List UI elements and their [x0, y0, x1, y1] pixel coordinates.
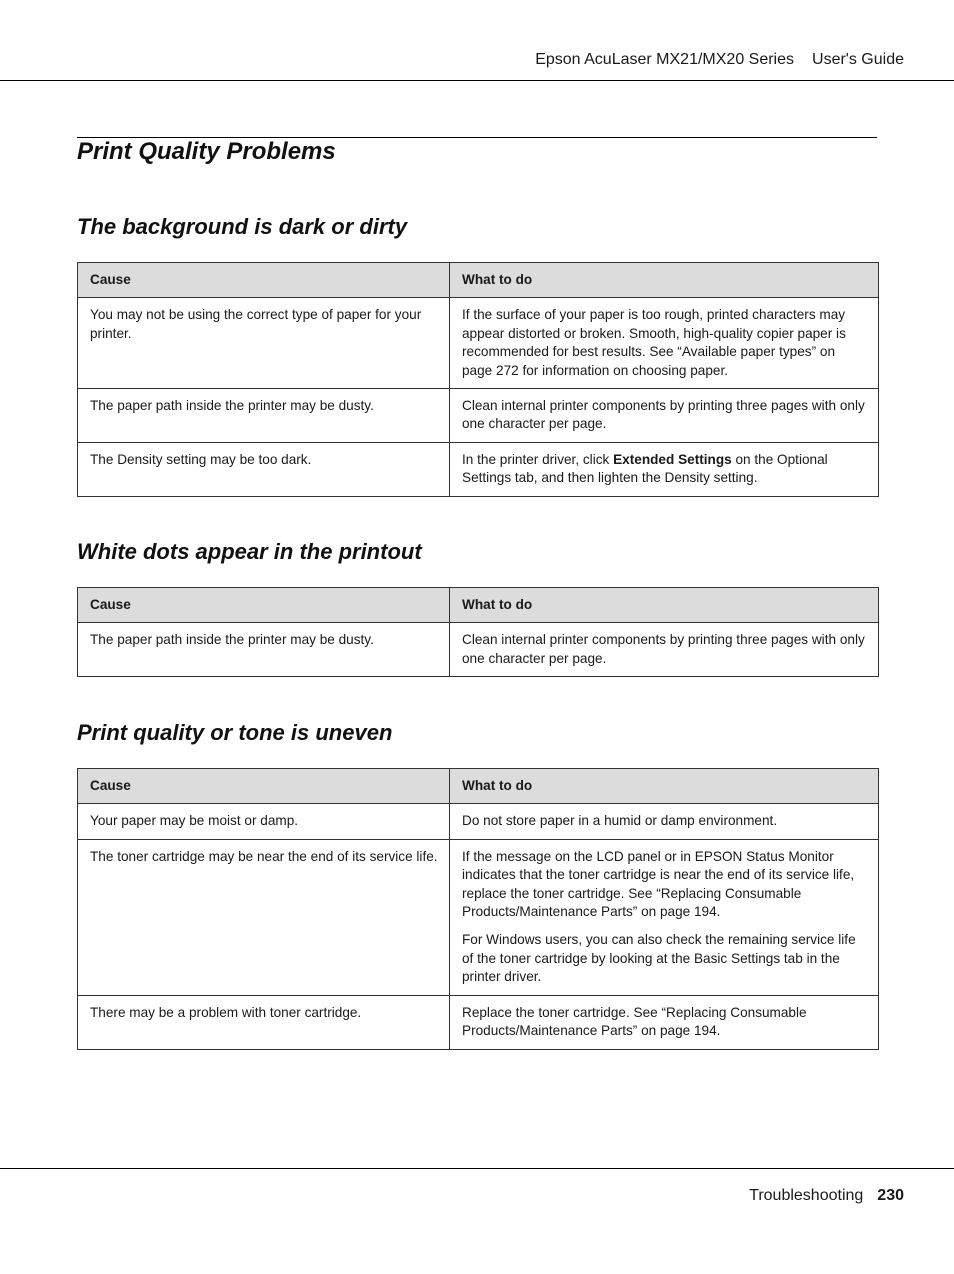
- table-uneven-tone: [77, 768, 879, 1050]
- action-text-windows-note: For Windows users, you can also check the remaining service life of the toner cartridge by looking at the Basic Settings tab in the printer driver.: [462, 932, 856, 985]
- header-product: Epson AcuLaser MX21/MX20 Series: [535, 51, 795, 68]
- action-text-part: In the printer driver, click: [462, 451, 614, 467]
- running-footer: [749, 1187, 904, 1205]
- footer-rule: [0, 1168, 954, 1169]
- header-rule: [0, 80, 954, 81]
- action-text: [462, 451, 868, 488]
- running-header: [535, 51, 904, 69]
- table-header-row: [78, 588, 879, 623]
- table-row: [78, 995, 879, 1049]
- table-header-row: [78, 769, 879, 804]
- cause-cell: The toner cartridge may be near the end of its service life.: [78, 839, 450, 995]
- table-row: [78, 298, 879, 389]
- cause-cell: Your paper may be moist or damp.: [78, 804, 450, 839]
- table-row: [78, 804, 879, 839]
- column-header-cause: Cause: [78, 263, 450, 298]
- cause-cell: There may be a problem with toner cartridge.: [78, 995, 450, 1049]
- action-text: Do not store paper in a humid or damp environment.: [462, 813, 778, 829]
- column-header-cause: Cause: [78, 769, 450, 804]
- table-row: [78, 839, 879, 995]
- action-cell: [450, 804, 879, 839]
- action-cell: [450, 442, 879, 496]
- action-cell: [450, 623, 879, 677]
- page-number: 230: [877, 1187, 904, 1204]
- cause-cell: The paper path inside the printer may be dusty.: [78, 623, 450, 677]
- column-header-what-to-do: What to do: [450, 769, 879, 804]
- action-text: Replace the toner cartridge. See “Replacing Consumable Products/Maintenance Parts” on page 194.: [462, 1004, 807, 1039]
- footer-section: Troubleshooting: [749, 1187, 864, 1204]
- table-row: [78, 623, 879, 677]
- cause-cell: The Density setting may be too dark.: [78, 442, 450, 496]
- action-text: If the message on the LCD panel or in EPSON Status Monitor indicates that the toner cartridge is near the end of its service life, replace the toner cartridge. See “Replacing Consumable Products/Maintenance Parts” on page 194.: [462, 848, 855, 920]
- header-guide: User's Guide: [812, 51, 904, 68]
- table-header-row: [78, 263, 879, 298]
- action-cell: [450, 839, 879, 995]
- column-header-cause: Cause: [78, 588, 450, 623]
- action-text: Clean internal printer components by printing three pages with only one character per page.: [462, 398, 865, 432]
- extended-settings-term: Extended Settings: [613, 451, 732, 467]
- section-title-dark-background: The background is dark or dirty: [77, 214, 408, 239]
- cause-cell: You may not be using the correct type of paper for your printer.: [78, 298, 450, 389]
- chapter-title: Print Quality Problems: [77, 138, 336, 165]
- action-text-part: on the Optional Settings tab, and then lighten the Density setting.: [462, 451, 828, 486]
- table-dark-background: [77, 262, 879, 497]
- action-cell: [450, 298, 879, 389]
- action-text: If the surface of your paper is too rough, printed characters may appear distorted or broken. Smooth, high-quality copier paper is recommended for best results. See “Available paper types” on page 272 for information on choosing paper.: [462, 307, 846, 378]
- section-title-white-dots: White dots appear in the printout: [77, 539, 422, 564]
- column-header-what-to-do: What to do: [450, 588, 879, 623]
- cause-cell: The paper path inside the printer may be dusty.: [78, 389, 450, 443]
- section-title-uneven-tone: Print quality or tone is uneven: [77, 720, 393, 745]
- action-cell: [450, 995, 879, 1049]
- action-text: Clean internal printer components by printing three pages with only one character per page.: [462, 632, 865, 666]
- table-row: [78, 389, 879, 443]
- table-row: [78, 442, 879, 496]
- table-white-dots: [77, 587, 879, 677]
- column-header-what-to-do: What to do: [450, 263, 879, 298]
- action-cell: [450, 389, 879, 443]
